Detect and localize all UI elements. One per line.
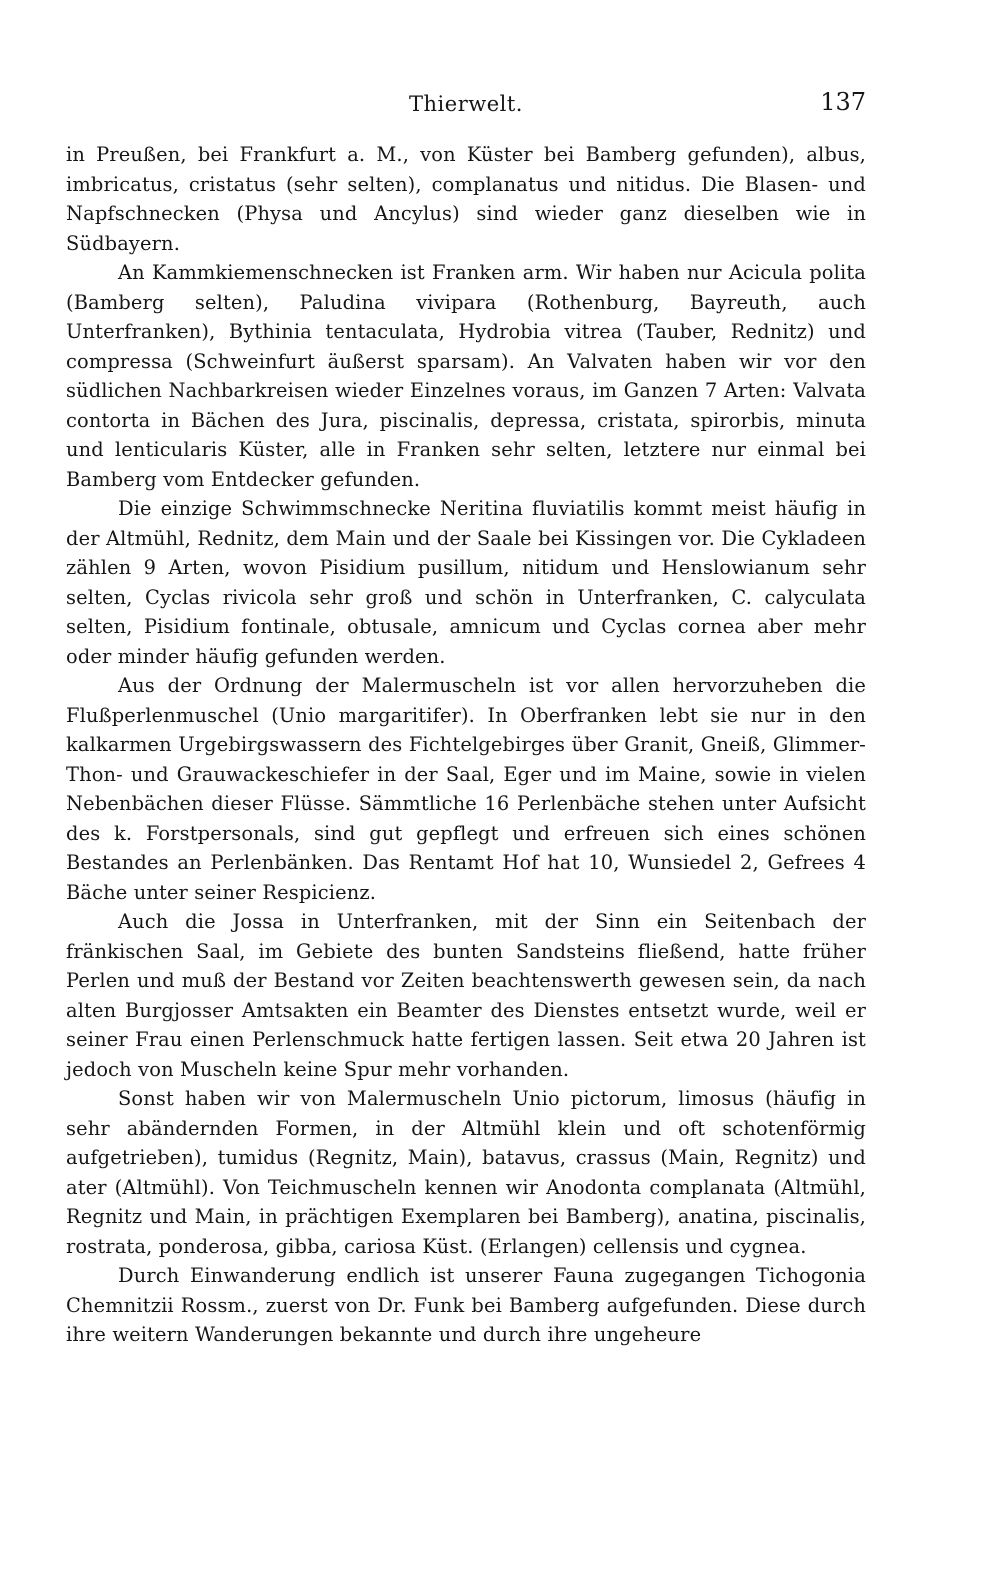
paragraph-7: Durch Einwanderung endlich ist unserer Fauna zugegangen Tichogonia Chemnitzii Rossm., zuerst von Dr. Funk bei Bamberg aufgefunden. Diese durch ihre weitern Wanderungen bekannte und durch ihre ungeheure	[66, 1264, 866, 1346]
running-head: Thierwelt.	[409, 92, 523, 116]
paragraph-6: Sonst haben wir von Malermuscheln Unio pictorum, limosus (häufig in sehr abändernden Formen, in der Altmühl klein und oft schotenförmig aufgetrieben), tumidus (Regnitz, Main), batavus, crassus (Main, Regnitz) und ater (Altmühl). Von Teichmuscheln kennen wir Anodonta complanata (Altmühl, Regnitz und Main, in prächtigen Exemplaren bei Bamberg), anatina, piscinalis, rostrata, ponderosa, gibba, cariosa Küst. (Erlangen) cellensis und cygnea.	[66, 1087, 866, 1258]
paragraph-2: An Kammkiemenschnecken ist Franken arm. Wir haben nur Acicula polita (Bamberg selten), Paludina vivipara (Rothenburg, Bayreuth, auch Unterfranken), Bythinia tentaculata, Hydrobia vitrea (Tauber, Rednitz) und compressa (Schweinfurt äußerst sparsam). An Valvaten haben wir vor den südlichen Nachbarkreisen wieder Einzelnes voraus, im Ganzen 7 Arten: Valvata contorta in Bächen des Jura, piscinalis, depressa, cristata, spirorbis, minuta und lenticularis Küster, alle in Franken sehr selten, letztere nur einmal bei Bamberg vom Entdecker gefunden.	[66, 261, 866, 491]
paragraph-1: in Preußen, bei Frankfurt a. M., von Küster bei Bamberg gefunden), albus, imbricatus, cristatus (sehr selten), complanatus und nitidus. Die Blasen- und Napfschnecken (Physa und Ancylus) sind wieder ganz dieselben wie in Südbayern.	[66, 143, 866, 255]
paragraph-5: Auch die Jossa in Unterfranken, mit der Sinn ein Seitenbach der fränkischen Saal, im Gebiete des bunten Sandsteins fließend, hatte früher Perlen und muß der Bestand vor Zeiten beachtenswerth gewesen sein, da nach alten Burgjosser Amtsakten ein Beamter des Dienstes entsetzt wurde, weil er seiner Frau einen Perlenschmuck hatte fertigen lassen. Seit etwa 20 Jahren ist jedoch von Muscheln keine Spur mehr vorhanden.	[66, 910, 866, 1081]
paragraph-4: Aus der Ordnung der Malermuscheln ist vor allen hervorzuheben die Flußperlenmuschel (Unio margaritifer). In Oberfranken lebt sie nur in den kalkarmen Urgebirgswassern des Fichtelgebirges über Granit, Gneiß, Glimmer- Thon- und Grauwackeschiefer in der Saal, Eger und im Maine, sowie in vielen Nebenbächen dieser Flüsse. Sämmtliche 16 Perlenbäche stehen unter Aufsicht des k. Forstpersonals, sind gut gepflegt und erfreuen sich eines schönen Bestandes an Perlenbänken. Das Rentamt Hof hat 10, Wunsiedel 2, Gefrees 4 Bäche unter seiner Respicienz.	[66, 674, 866, 904]
paragraph-3: Die einzige Schwimmschnecke Neritina fluviatilis kommt meist häufig in der Altmühl, Rednitz, dem Main und der Saale bei Kissingen vor. Die Cykladeen zählen 9 Arten, wovon Pisidium pusillum, nitidum und Henslowianum sehr selten, Cyclas rivicola sehr groß und schön in Unterfranken, C. calyculata selten, Pisidium fontinale, obtusale, amnicum und Cyclas cornea aber mehr oder minder häufig gefunden werden.	[66, 497, 866, 668]
body-text	[66, 140, 866, 1350]
page-header	[66, 88, 866, 124]
page-number: 137	[820, 88, 866, 116]
